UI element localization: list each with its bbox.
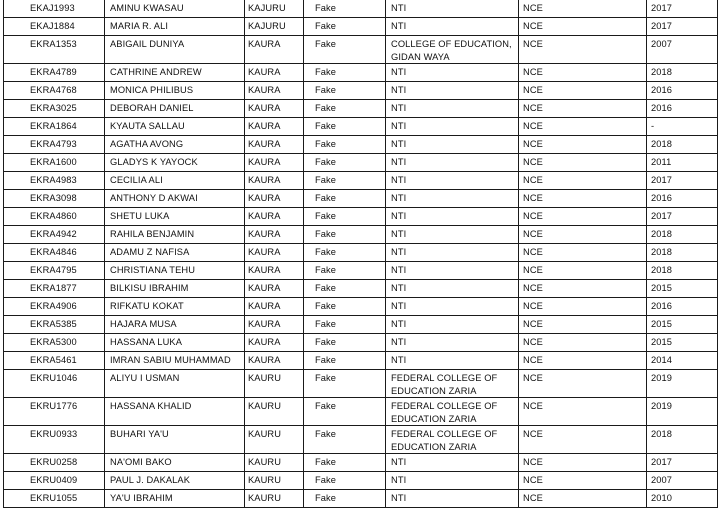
cell-status: Fake [304, 118, 386, 136]
cell-institution: NTI [386, 64, 519, 82]
cell-name: HAJARA MUSA [105, 316, 245, 334]
table-row [4, 82, 718, 100]
cell-institution: NTI [386, 18, 519, 36]
cell-year: 2018 [647, 64, 718, 82]
cell-qualification: NCE [519, 298, 647, 316]
table-row [4, 118, 718, 136]
cell-status: Fake [304, 190, 386, 208]
cell-lga: KAURU [245, 398, 304, 426]
cell-year: 2017 [647, 0, 718, 18]
cell-status: Fake [304, 172, 386, 190]
cell-lga: KAURA [245, 36, 304, 64]
cell-year: 2007 [647, 472, 718, 490]
cell-institution: FEDERAL COLLEGE OF EDUCATION ZARIA [386, 426, 519, 454]
cell-id: EKRA4983 [4, 172, 105, 190]
cell-lga: KAURA [245, 262, 304, 280]
cell-status: Fake [304, 0, 386, 18]
table-row [4, 244, 718, 262]
cell-id: EKRU0933 [4, 426, 105, 454]
cell-id: EKRA4789 [4, 64, 105, 82]
cell-institution: NTI [386, 454, 519, 472]
cell-year: 2017 [647, 172, 718, 190]
cell-institution: FEDERAL COLLEGE OF EDUCATION ZARIA [386, 398, 519, 426]
cell-name: KYAUTA SALLAU [105, 118, 245, 136]
cell-id: EKRA5461 [4, 352, 105, 370]
cell-institution: NTI [386, 136, 519, 154]
cell-institution: NTI [386, 472, 519, 490]
cell-lga: KAURA [245, 118, 304, 136]
cell-id: EKRU0258 [4, 454, 105, 472]
cell-lga: KAURA [245, 190, 304, 208]
cell-institution: NTI [386, 190, 519, 208]
cell-lga: KAURU [245, 490, 304, 508]
cell-name: AMINU KWASAU [105, 0, 245, 18]
cell-year: 2017 [647, 18, 718, 36]
cell-name: AGATHA AVONG [105, 136, 245, 154]
cell-status: Fake [304, 82, 386, 100]
cell-lga: KAURA [245, 280, 304, 298]
cell-name: RIFKATU KOKAT [105, 298, 245, 316]
cell-year: 2011 [647, 154, 718, 172]
table-row [4, 154, 718, 172]
table-row [4, 490, 718, 508]
cell-qualification: NCE [519, 316, 647, 334]
cell-name: ALIYU I USMAN [105, 370, 245, 398]
cell-lga: KAURA [245, 226, 304, 244]
cell-status: Fake [304, 136, 386, 154]
cell-id: EKRU0409 [4, 472, 105, 490]
cell-lga: KAURA [245, 136, 304, 154]
cell-institution: NTI [386, 0, 519, 18]
cell-year: 2018 [647, 226, 718, 244]
cell-qualification: NCE [519, 490, 647, 508]
cell-year: 2015 [647, 334, 718, 352]
table-row [4, 454, 718, 472]
cell-id: EKRA5385 [4, 316, 105, 334]
cell-institution: NTI [386, 208, 519, 226]
cell-year: 2018 [647, 244, 718, 262]
cell-id: EKRA4860 [4, 208, 105, 226]
table-row [4, 334, 718, 352]
cell-lga: KAURA [245, 208, 304, 226]
cell-institution: NTI [386, 352, 519, 370]
table-row [4, 64, 718, 82]
cell-status: Fake [304, 64, 386, 82]
cell-status: Fake [304, 298, 386, 316]
cell-qualification: NCE [519, 172, 647, 190]
cell-id: EKRA1877 [4, 280, 105, 298]
cell-qualification: NCE [519, 82, 647, 100]
cell-institution: NTI [386, 100, 519, 118]
cell-name: HASSANA LUKA [105, 334, 245, 352]
cell-id: EKRU1055 [4, 490, 105, 508]
cell-qualification: NCE [519, 100, 647, 118]
cell-name: RAHILA BENJAMIN [105, 226, 245, 244]
cell-year: 2018 [647, 136, 718, 154]
cell-institution: NTI [386, 154, 519, 172]
cell-year: 2016 [647, 190, 718, 208]
cell-qualification: NCE [519, 472, 647, 490]
cell-year: 2017 [647, 208, 718, 226]
cell-status: Fake [304, 262, 386, 280]
cell-id: EKRA4768 [4, 82, 105, 100]
cell-status: Fake [304, 226, 386, 244]
cell-qualification: NCE [519, 118, 647, 136]
cell-status: Fake [304, 18, 386, 36]
cell-name: CHRISTIANA TEHU [105, 262, 245, 280]
cell-lga: KAURA [245, 172, 304, 190]
cell-institution: NTI [386, 298, 519, 316]
cell-name: CATHRINE ANDREW [105, 64, 245, 82]
cell-id: EKRA1864 [4, 118, 105, 136]
table-row [4, 208, 718, 226]
records-table-body [4, 0, 718, 508]
cell-lga: KAJURU [245, 18, 304, 36]
cell-id: EKRA4942 [4, 226, 105, 244]
cell-status: Fake [304, 398, 386, 426]
table-row [4, 0, 718, 18]
cell-lga: KAURU [245, 370, 304, 398]
cell-status: Fake [304, 426, 386, 454]
cell-status: Fake [304, 244, 386, 262]
cell-name: CECILIA ALI [105, 172, 245, 190]
cell-qualification: NCE [519, 36, 647, 64]
table-row [4, 100, 718, 118]
cell-year: - [647, 118, 718, 136]
cell-id: EKRA1353 [4, 36, 105, 64]
table-row [4, 426, 718, 454]
cell-id: EKRA4846 [4, 244, 105, 262]
cell-name: MARIA R. ALI [105, 18, 245, 36]
cell-id: EKRA4906 [4, 298, 105, 316]
cell-name: PAUL J. DAKALAK [105, 472, 245, 490]
cell-institution: NTI [386, 118, 519, 136]
table-row [4, 472, 718, 490]
cell-status: Fake [304, 370, 386, 398]
cell-qualification: NCE [519, 190, 647, 208]
cell-lga: KAURU [245, 472, 304, 490]
table-row [4, 262, 718, 280]
table-row [4, 136, 718, 154]
cell-year: 2018 [647, 262, 718, 280]
cell-lga: KAURU [245, 426, 304, 454]
cell-institution: NTI [386, 244, 519, 262]
cell-name: YA'U IBRAHIM [105, 490, 245, 508]
cell-qualification: NCE [519, 334, 647, 352]
cell-name: ADAMU Z NAFISA [105, 244, 245, 262]
cell-name: ABIGAIL DUNIYA [105, 36, 245, 64]
table-row [4, 316, 718, 334]
cell-id: EKRA4795 [4, 262, 105, 280]
cell-year: 2019 [647, 398, 718, 426]
cell-status: Fake [304, 316, 386, 334]
cell-institution: NTI [386, 172, 519, 190]
cell-lga: KAURA [245, 298, 304, 316]
cell-qualification: NCE [519, 244, 647, 262]
cell-id: EKAJ1993 [4, 0, 105, 18]
cell-year: 2016 [647, 298, 718, 316]
cell-lga: KAURA [245, 100, 304, 118]
cell-name: HASSANA KHALID [105, 398, 245, 426]
cell-id: EKRA3025 [4, 100, 105, 118]
cell-qualification: NCE [519, 136, 647, 154]
cell-institution: COLLEGE OF EDUCATION, GIDAN WAYA [386, 36, 519, 64]
cell-lga: KAURA [245, 316, 304, 334]
cell-status: Fake [304, 334, 386, 352]
cell-qualification: NCE [519, 154, 647, 172]
cell-status: Fake [304, 208, 386, 226]
cell-name: ANTHONY D AKWAI [105, 190, 245, 208]
cell-lga: KAURA [245, 154, 304, 172]
cell-institution: NTI [386, 490, 519, 508]
cell-year: 2017 [647, 454, 718, 472]
cell-status: Fake [304, 36, 386, 64]
cell-qualification: NCE [519, 352, 647, 370]
table-row [4, 352, 718, 370]
cell-lga: KAURA [245, 64, 304, 82]
cell-status: Fake [304, 454, 386, 472]
table-row [4, 298, 718, 316]
cell-qualification: NCE [519, 0, 647, 18]
cell-qualification: NCE [519, 208, 647, 226]
cell-year: 2015 [647, 316, 718, 334]
cell-lga: KAURA [245, 352, 304, 370]
cell-lga: KAURA [245, 334, 304, 352]
table-row [4, 280, 718, 298]
cell-institution: NTI [386, 226, 519, 244]
cell-name: NA'OMI BAKO [105, 454, 245, 472]
cell-status: Fake [304, 100, 386, 118]
cell-status: Fake [304, 154, 386, 172]
cell-qualification: NCE [519, 370, 647, 398]
cell-status: Fake [304, 280, 386, 298]
cell-year: 2010 [647, 490, 718, 508]
cell-institution: NTI [386, 280, 519, 298]
table-row [4, 398, 718, 426]
table-row [4, 226, 718, 244]
cell-year: 2015 [647, 280, 718, 298]
records-table [3, 0, 718, 508]
cell-status: Fake [304, 472, 386, 490]
cell-qualification: NCE [519, 426, 647, 454]
cell-year: 2019 [647, 370, 718, 398]
cell-id: EKRA3098 [4, 190, 105, 208]
cell-lga: KAURA [245, 244, 304, 262]
cell-year: 2016 [647, 82, 718, 100]
cell-institution: NTI [386, 316, 519, 334]
cell-qualification: NCE [519, 18, 647, 36]
cell-qualification: NCE [519, 280, 647, 298]
cell-year: 2016 [647, 100, 718, 118]
cell-name: MONICA PHILIBUS [105, 82, 245, 100]
table-row [4, 36, 718, 64]
table-row [4, 18, 718, 36]
cell-lga: KAURU [245, 454, 304, 472]
table-row [4, 190, 718, 208]
table-row [4, 370, 718, 398]
cell-qualification: NCE [519, 262, 647, 280]
cell-qualification: NCE [519, 226, 647, 244]
cell-institution: NTI [386, 82, 519, 100]
cell-year: 2007 [647, 36, 718, 64]
cell-name: DEBORAH DANIEL [105, 100, 245, 118]
cell-id: EKRA1600 [4, 154, 105, 172]
cell-id: EKAJ1884 [4, 18, 105, 36]
cell-year: 2014 [647, 352, 718, 370]
cell-id: EKRU1046 [4, 370, 105, 398]
cell-qualification: NCE [519, 64, 647, 82]
cell-name: BILKISU IBRAHIM [105, 280, 245, 298]
cell-year: 2018 [647, 426, 718, 454]
cell-qualification: NCE [519, 398, 647, 426]
cell-status: Fake [304, 352, 386, 370]
cell-name: GLADYS K YAYOCK [105, 154, 245, 172]
cell-institution: NTI [386, 262, 519, 280]
table-row [4, 172, 718, 190]
cell-status: Fake [304, 490, 386, 508]
cell-lga: KAJURU [245, 0, 304, 18]
cell-name: SHETU LUKA [105, 208, 245, 226]
cell-name: IMRAN SABIU MUHAMMAD [105, 352, 245, 370]
cell-institution: NTI [386, 334, 519, 352]
cell-qualification: NCE [519, 454, 647, 472]
cell-id: EKRU1776 [4, 398, 105, 426]
cell-institution: FEDERAL COLLEGE OF EDUCATION ZARIA [386, 370, 519, 398]
cell-id: EKRA4793 [4, 136, 105, 154]
cell-lga: KAURA [245, 82, 304, 100]
cell-id: EKRA5300 [4, 334, 105, 352]
cell-name: BUHARI YA'U [105, 426, 245, 454]
